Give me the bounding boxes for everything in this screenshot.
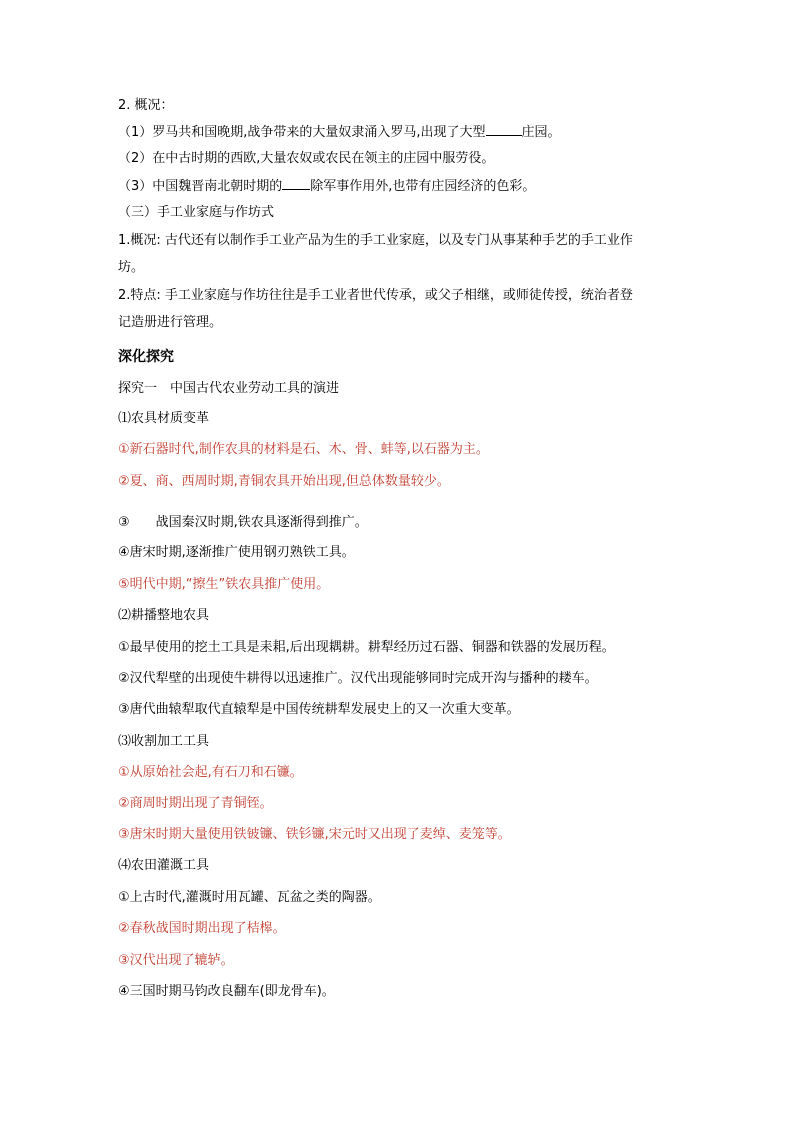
materials-item-4: ④唐宋时期,逐渐推广使用钢刃熟铁工具。	[118, 545, 355, 560]
materials-item-1: ①新石器时代,制作农具的材料是石、木、骨、蚌等,以石器为主。	[118, 442, 489, 457]
fill-blank	[282, 177, 310, 190]
irrigation-item-3: ③汉代出现了辘轳。	[118, 953, 234, 968]
materials-item-5: ⑤明代中期,“擦生”铁农具推广使用。	[118, 577, 330, 592]
harvest-item-2: ②商周时期出现了青铜铚。	[118, 796, 273, 811]
overview-item-1-text: （1）罗马共和国晚期,战争带来的大量奴隶涌入罗马,出现了大型	[118, 125, 486, 140]
materials-item-2: ②夏、商、西周时期,青铜农具开始出现,但总体数量较少。	[118, 474, 450, 489]
handicraft-features-line-1: 2.特点: 手工业家庭与作坊往往是手工业者世代传承，或父子相继，或师徒传授，统治者登	[118, 288, 633, 303]
overview-item-2: （2）在中古时期的西欧,大量农奴或农民在领主的庄园中服劳役。	[118, 151, 495, 166]
deep-inquiry-title: 深化探究	[118, 349, 174, 365]
overview-item-1-tail: 庄园。	[521, 125, 561, 140]
overview-item-3-tail: 除军事作用外,也带有庄园经济的色彩。	[310, 179, 536, 194]
materials-item-3-number: ③	[118, 515, 130, 530]
materials-heading: ⑴农具材质变革	[118, 411, 210, 426]
overview-item-3	[118, 177, 535, 196]
materials-item-3-text: 战国秦汉时期,铁农具逐渐得到推广。	[155, 515, 368, 530]
irrigation-item-2: ②春秋战国时期出现了桔槔。	[118, 921, 286, 936]
tillage-item-1: ①最早使用的挖土工具是耒耜,后出现耦耕。耕犁经历过石器、铜器和铁器的发展历程。	[118, 640, 615, 655]
inquiry-topic: 探究一 中国古代农业劳动工具的演进	[118, 381, 340, 396]
harvest-item-3: ③唐宋时期大量使用铁铍镰、铁钐镰,宋元时又出现了麦绰、麦笼等。	[118, 827, 511, 842]
overview-heading: 2. 概况：	[118, 98, 174, 113]
harvest-item-1: ①从原始社会起,有石刀和石镰。	[118, 765, 303, 780]
harvest-heading: ⑶收割加工工具	[118, 734, 210, 749]
irrigation-item-1: ①上古时代,灌溉时用瓦罐、瓦盆之类的陶器。	[118, 890, 381, 905]
fill-blank	[486, 123, 522, 136]
overview-item-3-text: （3）中国魏晋南北朝时期的	[118, 179, 283, 194]
tillage-heading: ⑵耕播整地农具	[118, 608, 210, 623]
tillage-item-2: ②汉代犁壁的出现使牛耕得以迅速推广。汉代出现能够同时完成开沟与播种的耧车。	[118, 671, 598, 686]
handicraft-overview-line-1: 1.概况: 古代还有以制作手工业产品为生的手工业家庭，以及专门从事某种手艺的手工业作	[118, 233, 633, 248]
irrigation-heading: ⑷农田灌溉工具	[118, 858, 210, 873]
overview-item-1	[118, 123, 561, 142]
irrigation-item-4: ④三国时期马钧改良翻车(即龙骨车)。	[118, 984, 335, 999]
handicraft-features-line-2: 记造册进行管理。	[118, 315, 223, 330]
handicraft-heading: （三）手工业家庭与作坊式	[118, 205, 275, 220]
tillage-item-3: ③唐代曲辕犁取代直辕犁是中国传统耕犁发展史上的又一次重大变革。	[118, 702, 520, 717]
handicraft-overview-line-2: 坊。	[118, 260, 145, 275]
materials-item-3	[118, 514, 368, 532]
